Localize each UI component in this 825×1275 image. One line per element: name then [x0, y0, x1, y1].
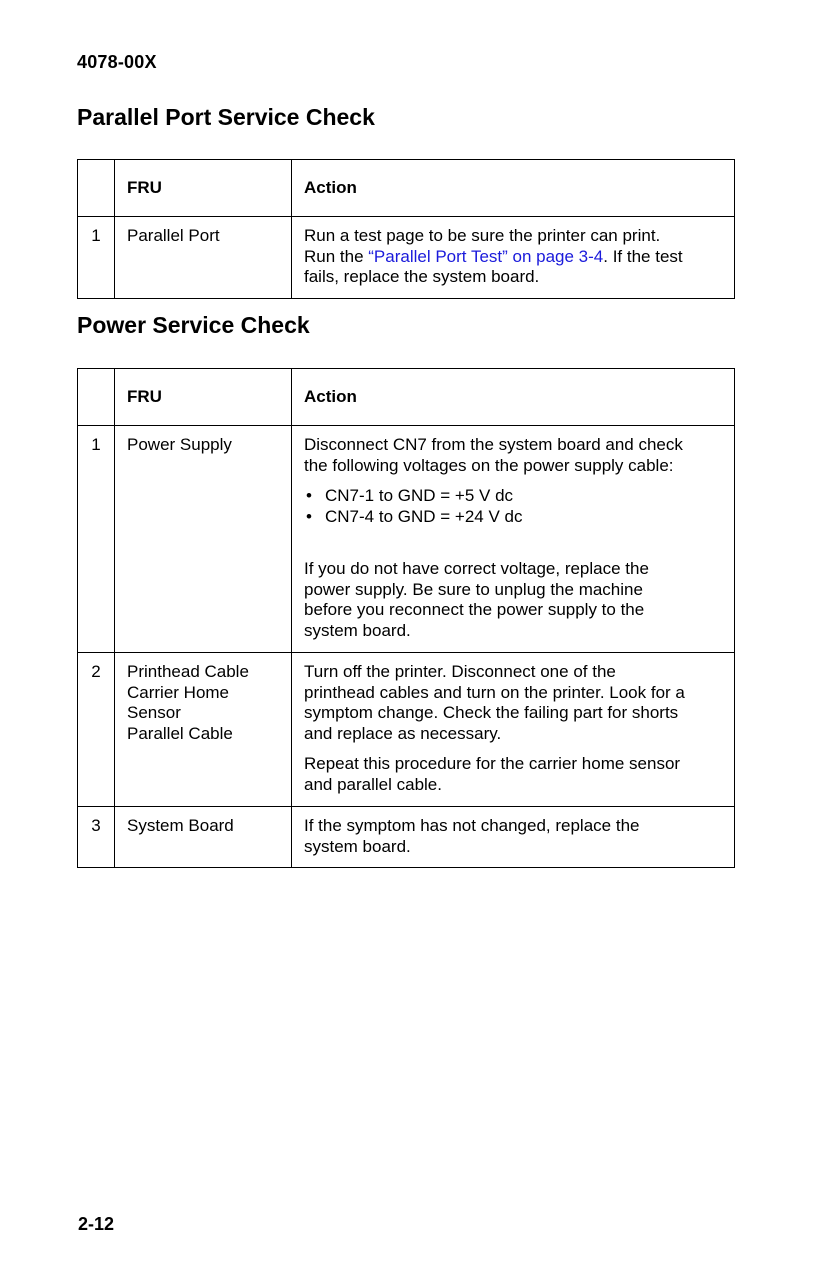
- fru-cell: [115, 217, 292, 299]
- column-header-num: [78, 369, 115, 426]
- action-text: printhead cables and turn on the printer. Look for a: [304, 682, 685, 702]
- action-text: If you do not have correct voltage, replace the: [304, 559, 649, 578]
- fru-name: Power Supply: [127, 435, 232, 454]
- fru-name: Carrier Home: [127, 682, 230, 702]
- voltage-list: [304, 486, 722, 527]
- list-item: [304, 507, 722, 528]
- row-number: 1: [78, 217, 115, 299]
- action-paragraph: [304, 662, 722, 744]
- action-cell: [292, 807, 735, 868]
- list-item: [304, 486, 722, 507]
- action-cell: [292, 653, 735, 807]
- table-row: [78, 426, 735, 653]
- table-row: [78, 653, 735, 807]
- action-text: Turn off the printer. Disconnect one of the: [304, 662, 616, 681]
- list-item-text: CN7-4 to GND = +24 V dc: [325, 506, 523, 526]
- column-header-num: [78, 160, 115, 217]
- document-code: 4078-00X: [77, 52, 157, 72]
- column-header-action: Action: [292, 160, 735, 217]
- action-text: Run a test page to be sure the printer can print.: [304, 226, 661, 245]
- column-header-fru: FRU: [115, 369, 292, 426]
- power-service-table: [77, 368, 735, 868]
- section-title-power: Power Service Check: [77, 312, 310, 338]
- action-text: Disconnect CN7 from the system board and check: [304, 435, 683, 454]
- action-paragraph: [304, 754, 722, 795]
- action-text-fragment: Run the: [304, 246, 369, 266]
- action-text: [304, 247, 722, 268]
- action-paragraph: [304, 559, 722, 641]
- action-text: system board.: [304, 836, 411, 856]
- action-text: symptom change. Check the failing part for shorts: [304, 703, 679, 722]
- action-text: and parallel cable.: [304, 774, 442, 794]
- table-header-row: [78, 369, 735, 426]
- action-text: system board.: [304, 620, 411, 640]
- column-header-fru: FRU: [115, 160, 292, 217]
- fru-cell: [115, 653, 292, 807]
- row-number: 3: [78, 807, 115, 868]
- action-text: Repeat this procedure for the carrier home sensor: [304, 754, 681, 773]
- fru-name: Parallel Port: [127, 226, 220, 245]
- page-number: 2-12: [78, 1214, 115, 1234]
- section-title-parallel-port: Parallel Port Service Check: [77, 104, 375, 130]
- action-cell: [292, 217, 735, 299]
- parallel-port-test-link[interactable]: “Parallel Port Test” on page 3-4: [368, 246, 604, 266]
- bullet-marker: •: [306, 486, 312, 505]
- list-item-text: CN7-1 to GND = +5 V dc: [325, 486, 514, 505]
- bullet-marker: •: [306, 506, 312, 526]
- fru-name: Sensor: [127, 703, 181, 722]
- action-text: before you reconnect the power supply to the: [304, 600, 645, 619]
- action-text-fragment: . If the test: [603, 246, 683, 266]
- action-text: power supply. Be sure to unplug the machine: [304, 579, 643, 599]
- fru-name: System Board: [127, 816, 234, 835]
- table-header-row: [78, 160, 735, 217]
- table-row: [78, 217, 735, 299]
- row-number: 2: [78, 653, 115, 807]
- row-number: 1: [78, 426, 115, 653]
- action-text: fails, replace the system board.: [304, 267, 540, 286]
- parallel-port-table: [77, 159, 735, 299]
- column-header-action: Action: [292, 369, 735, 426]
- action-text: the following voltages on the power supply cable:: [304, 455, 674, 475]
- action-cell: [292, 426, 735, 653]
- action-text: and replace as necessary.: [304, 723, 502, 743]
- fru-cell: [115, 426, 292, 653]
- fru-name: Printhead Cable: [127, 662, 249, 681]
- table-row: [78, 807, 735, 868]
- fru-cell: [115, 807, 292, 868]
- fru-name: Parallel Cable: [127, 723, 233, 743]
- action-text: If the symptom has not changed, replace the: [304, 816, 640, 835]
